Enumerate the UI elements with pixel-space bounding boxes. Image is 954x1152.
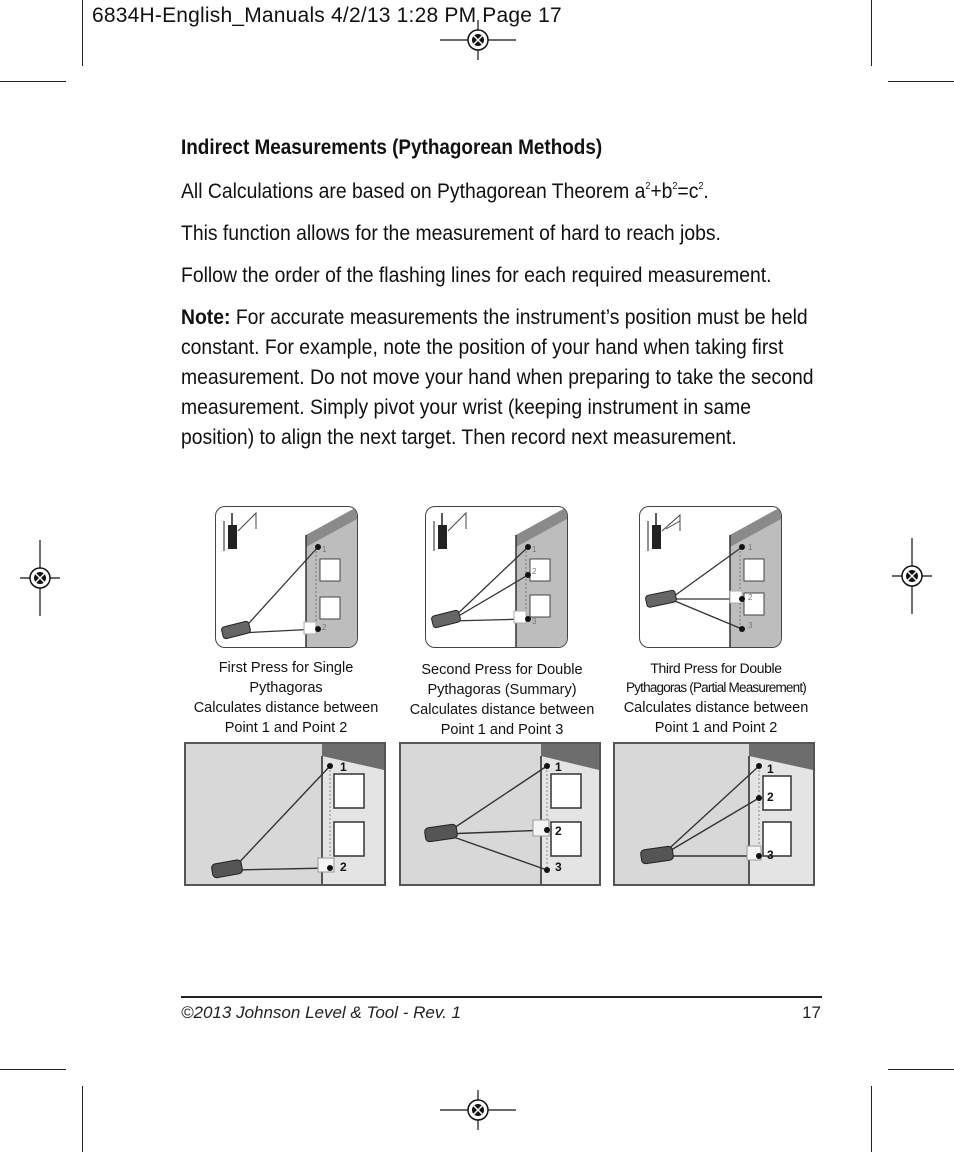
theorem-exponent-c: 2	[698, 181, 704, 192]
panel-illustration-3	[640, 507, 781, 647]
figure-2-caption	[402, 660, 602, 740]
figure-2-caption-line-1: Second Press for Double	[421, 662, 583, 678]
figure-2-caption-line-3: Calculates distance between	[409, 702, 595, 718]
note-text: For accurate measurements the instrument’s position must be held constant. For example, note the position of your hand when taking first measurement. Do not move your hand when preparing to take the second measurement. Simply pivot your wrist (keeping instrument in same position) to align the next target. Then record next measurement.	[181, 305, 814, 449]
crop-mark-top-right-vertical	[871, 0, 872, 66]
panel-3-point-1-label: 1	[748, 543, 753, 552]
photo-3-point-1-label: 1	[767, 762, 774, 776]
page-number: 17	[802, 1003, 821, 1022]
panel-illustration-1	[216, 507, 357, 647]
figure-3-caption-line-2: Pythagoras (Partial Measurement)	[626, 680, 806, 695]
figure-1-caption-line-3: Calculates distance between	[193, 700, 379, 716]
footer-copyright: ©2013 Johnson Level & Tool - Rev. 1	[181, 1003, 461, 1022]
photo-2-point-2-label: 2	[555, 824, 562, 838]
figure-2-caption-line-2: Pythagoras (Summary)	[427, 682, 577, 698]
crop-mark-bottom-left-vertical	[82, 1086, 83, 1152]
panel-2-point-3-label: 3	[532, 617, 537, 626]
photo-2-point-3-label: 3	[555, 860, 562, 874]
registration-mark-bottom-icon	[440, 1090, 516, 1130]
note-label: Note:	[181, 305, 231, 329]
main-content	[181, 136, 821, 464]
photo-double-pythagoras-partial	[613, 742, 815, 886]
diagram-panel-double-pythagoras-summary	[425, 506, 568, 648]
panel-1-point-1-label: 1	[322, 545, 327, 554]
figure-3-caption-line-3: Calculates distance between	[623, 700, 809, 716]
registration-mark-right-icon	[892, 538, 932, 614]
theorem-exponent-b: 2	[672, 181, 678, 192]
crop-mark-bottom-right-horizontal	[888, 1069, 954, 1070]
panel-2-point-2-label: 2	[532, 567, 537, 576]
figure-1-caption-line-1: First Press for Single	[218, 660, 354, 676]
figure-2-caption-line-4: Point 1 and Point 3	[440, 722, 564, 738]
figure-1-caption	[186, 658, 386, 738]
theorem-period: .	[703, 179, 709, 203]
print-slug-line: 6834H-English_Manuals 4/2/13 1:28 PM Page 17	[92, 4, 562, 27]
theorem-text-c: =c	[677, 179, 699, 203]
figure-1-caption-line-2: Pythagoras	[249, 680, 323, 696]
diagram-panel-double-pythagoras-partial	[639, 506, 782, 648]
photo-double-pythagoras-summary	[399, 742, 601, 886]
figure-1-caption-line-4: Point 1 and Point 2	[224, 720, 348, 736]
registration-mark-top-icon	[440, 20, 516, 60]
panel-3-point-3-label: 3	[748, 621, 753, 630]
function-paragraph: This function allows for the measurement of hard to reach jobs.	[181, 221, 721, 245]
panel-3-point-2-label: 2	[748, 593, 753, 602]
photo-illustration-1	[186, 744, 384, 884]
photo-1-point-2-label: 2	[340, 860, 347, 874]
figure-3-caption	[606, 658, 826, 738]
photo-single-pythagoras	[184, 742, 386, 886]
crop-mark-top-left-vertical	[82, 0, 83, 66]
crop-mark-bottom-right-vertical	[871, 1086, 872, 1152]
registration-mark-left-icon	[20, 540, 60, 616]
crop-mark-top-left-horizontal	[0, 81, 66, 82]
section-heading: Indirect Measurements (Pythagorean Methods)	[181, 136, 603, 159]
photo-illustration-3	[615, 744, 813, 884]
photo-2-point-1-label: 1	[555, 760, 562, 774]
theorem-text: All Calculations are based on Pythagorean Theorem a	[181, 179, 646, 203]
photo-3-point-2-label: 2	[767, 790, 774, 804]
panel-2-point-1-label: 1	[532, 545, 537, 554]
theorem-text-b: +b	[650, 179, 673, 203]
photo-3-point-3-label: 3	[767, 848, 774, 862]
panel-1-point-2-label: 2	[322, 623, 327, 632]
figure-3-caption-line-1: Third Press for Double	[650, 660, 782, 676]
footer-divider	[181, 996, 822, 998]
theorem-exponent-a: 2	[645, 181, 651, 192]
theorem-paragraph	[181, 172, 820, 206]
photo-1-point-1-label: 1	[340, 760, 347, 774]
crop-mark-top-right-horizontal	[888, 81, 954, 82]
note-paragraph	[181, 302, 820, 452]
panel-illustration-2	[426, 507, 567, 647]
follow-paragraph: Follow the order of the flashing lines for each required measurement.	[181, 263, 772, 287]
figure-3-caption-line-4: Point 1 and Point 2	[654, 720, 778, 736]
diagram-panel-single-pythagoras	[215, 506, 358, 648]
crop-mark-bottom-left-horizontal	[0, 1069, 66, 1070]
photo-illustration-2	[401, 744, 599, 884]
